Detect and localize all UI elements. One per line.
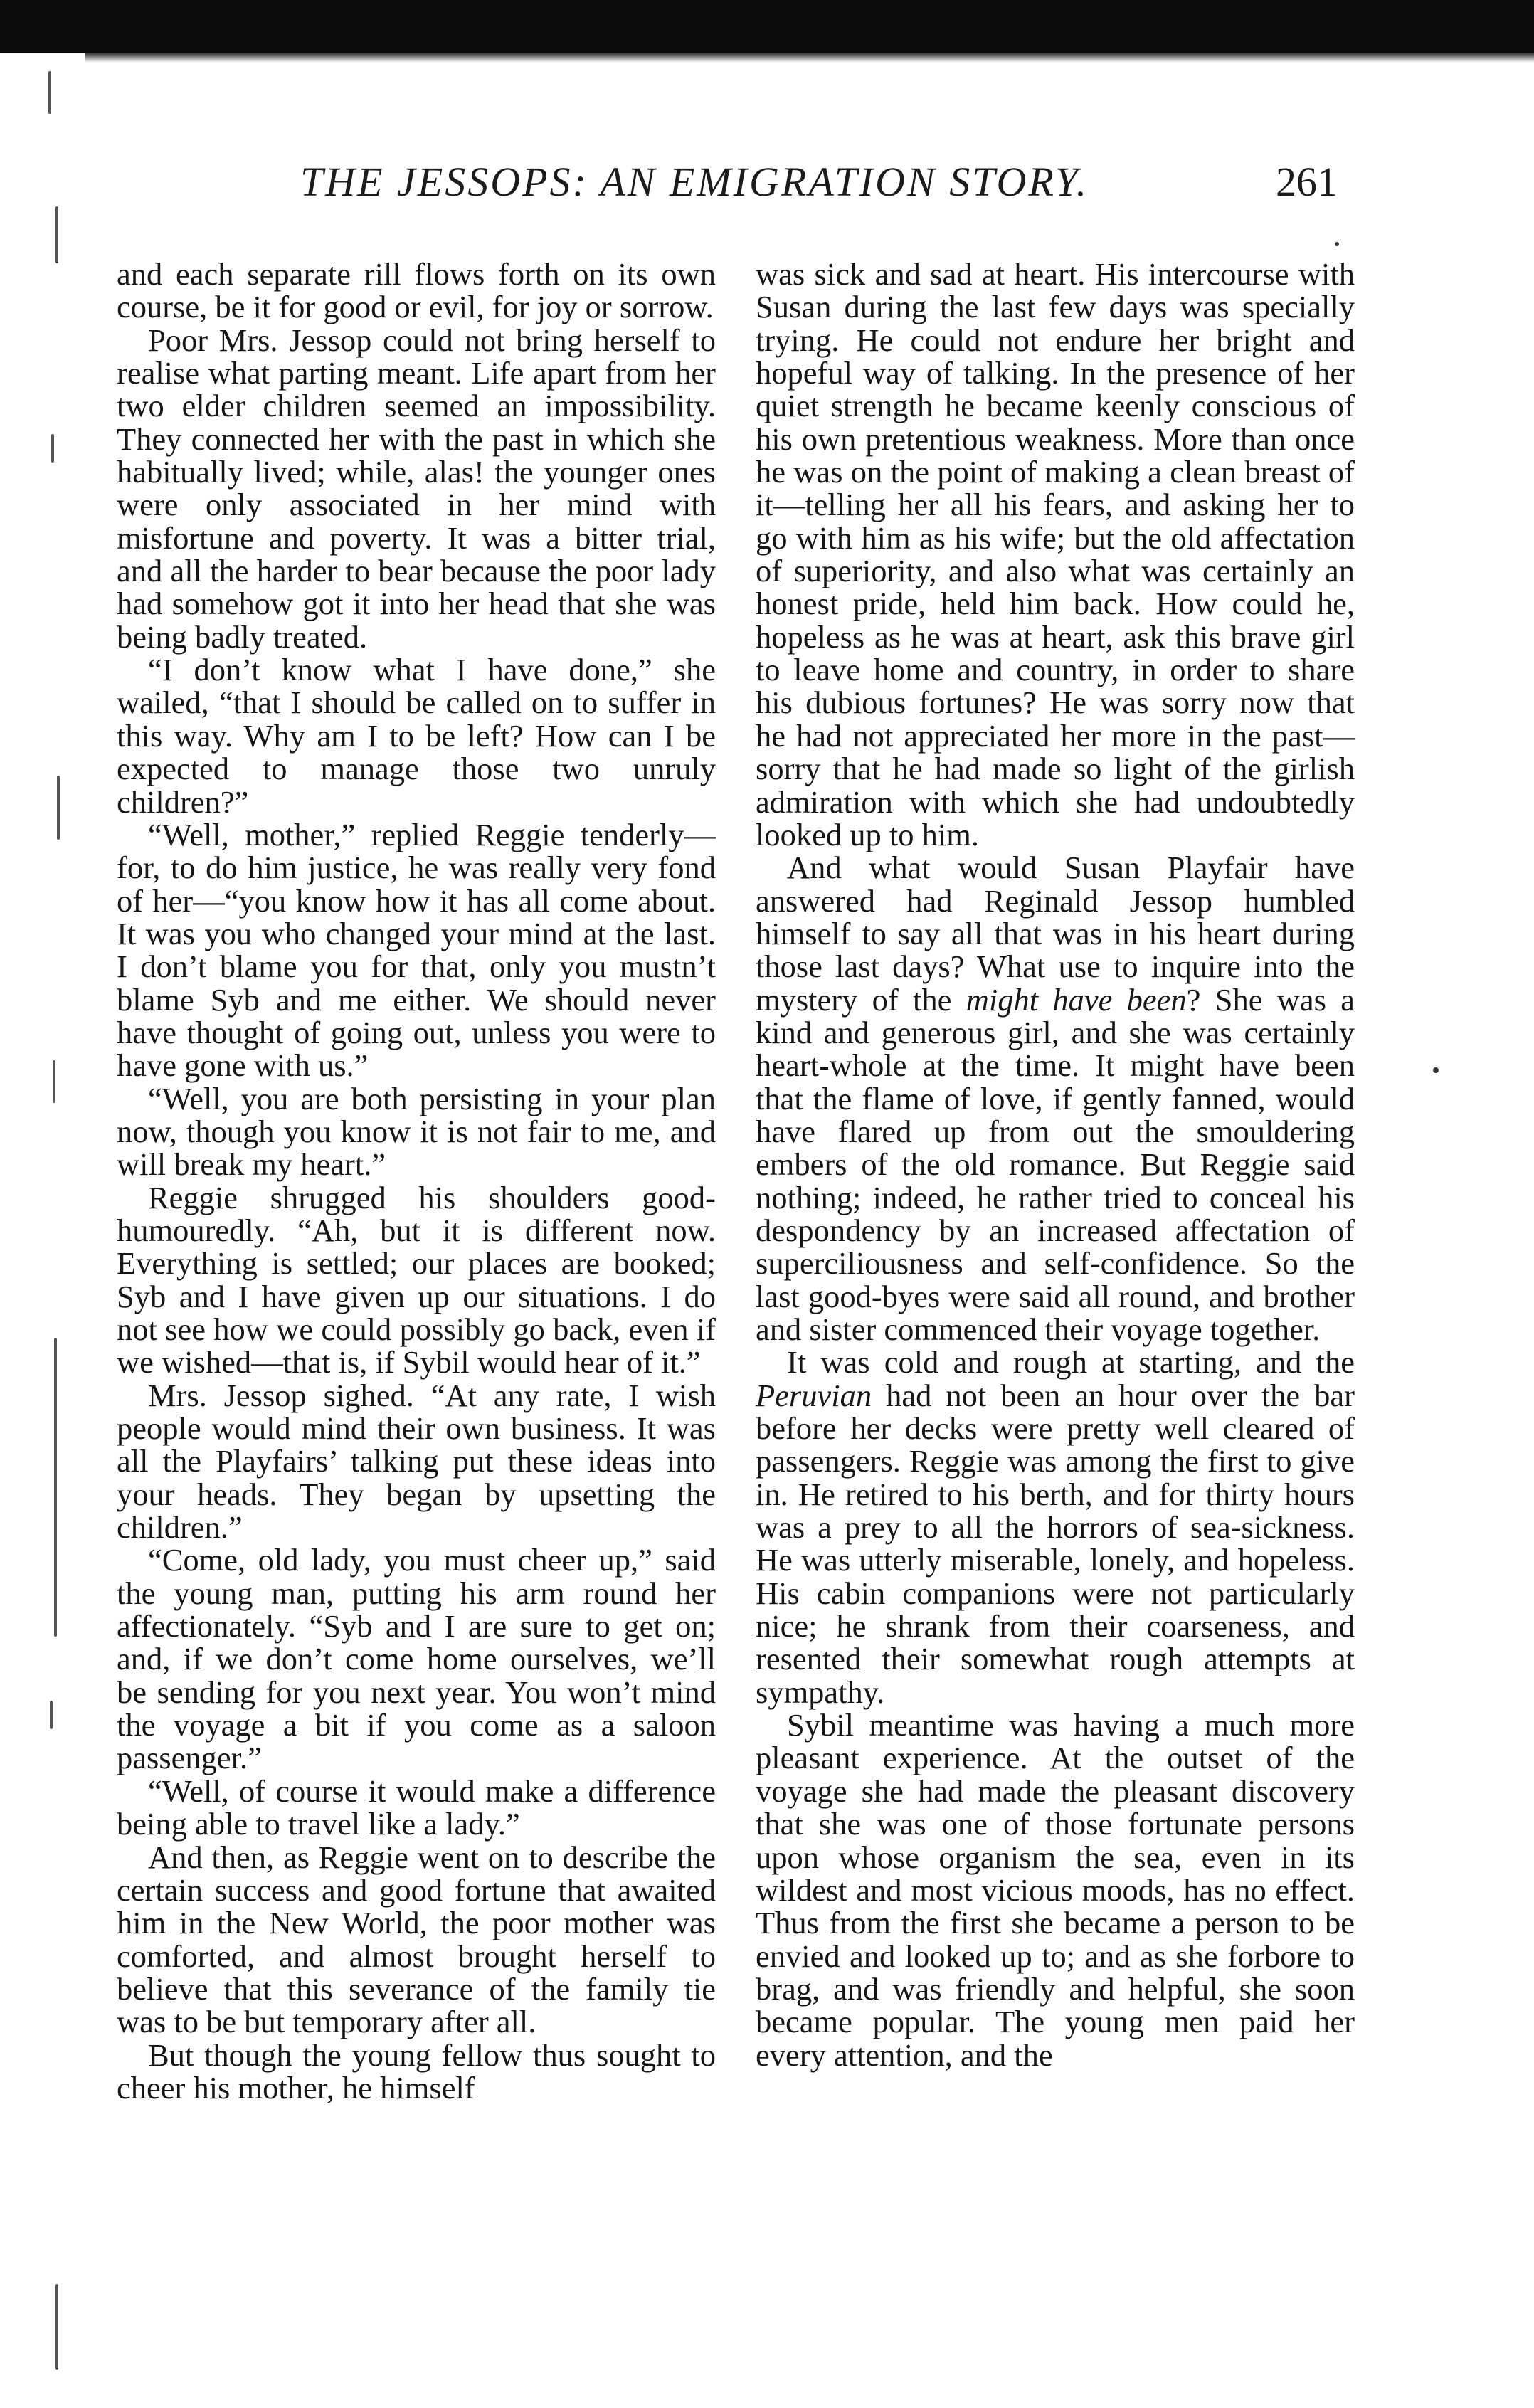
italic-text: Peruvian — [756, 1377, 872, 1413]
right-text-column — [756, 258, 1355, 2071]
text-run: And what would Susan Playfair have answered had Reginald Jessop humbled himself to say all that was in his heart during those last days? What use to inquire into the mystery of the — [756, 850, 1355, 1018]
text-run: It was cold and rough at starting, and the — [787, 1344, 1355, 1380]
paragraph: “Come, old lady, you must cheer up,” said the young man, putting his arm round her affectionately. “Syb and I are sure to get on; and, if we don’t come home ourselves, we’ll be sending for you next year. You won’t mind the voyage a bit if you come as a saloon passenger.” — [117, 1542, 716, 1776]
text-run: had not been an hour over the bar before her decks were pretty well cleared of passengers. Reggie was among the first to give in. He retired to his berth, and for thirty hours was a prey to all the horrors of sea-sickness. He was utterly miserable, lonely, and hopeless. His cabin companions were not particularly nice; he shrank from their coarseness, and resented their somewhat rough attempts at sympathy. — [756, 1377, 1355, 1710]
paragraph — [756, 1709, 1355, 2071]
paragraph — [756, 1346, 1355, 1709]
stray-mark — [1433, 1067, 1439, 1073]
text-run: ? She was a kind and generous girl, and she was certainly heart-whole at the time. It might have been that the flame of love, if gently fanned, would have flared up from out the smouldering embers of the old romance. But Reggie said nothing; indeed, he rather tried to conceal his despondency by an increased affectation of superciliousness and self-confidence. So the last good-byes were said all round, and brother and sister commenced their voyage together. — [756, 981, 1355, 1347]
left-text-column — [117, 258, 716, 2104]
paragraph — [756, 258, 1355, 851]
page-top-shadow-bar — [0, 0, 1534, 53]
binding-marks — [43, 64, 71, 2341]
paragraph: Reggie shrugged his shoulders good-humouredly. “Ah, but it is different now. Everything is settled; our places are booked; Syb and I have given up our situations. I do not see how we could possibly go back, even if we wished—that is, if Sybil would hear of it.” — [117, 1179, 716, 1380]
paragraph: “Well, of course it would make a difference being able to travel like a lady.” — [117, 1773, 716, 1842]
paragraph: “Well, you are both persisting in your plan now, though you know it is not fair to me, and will break my heart.” — [117, 1080, 716, 1183]
paragraph — [756, 851, 1355, 1346]
paragraph: “Well, mother,” replied Reggie tenderly—for, to do him justice, he was really very fond of her—“you know how it has all come about. It was you who changed your mind at the last. I don’t blame you for that, only you mustn’t blame Syb and me either. We should never have thought of going out, unless you were to have gone with us.” — [117, 816, 716, 1084]
paragraph: Poor Mrs. Jessop could not bring herself to realise what parting meant. Life apart from her two elder children seemed an impossibility. They connected her with the past in which she habitually lived; while, alas! the younger ones were only associated in her mind with misfortune and poverty. It was a bitter trial, and all the harder to bear because the poor lady had somehow got it into her head that she was being badly treated. — [117, 322, 716, 655]
page-header — [114, 158, 1338, 222]
page-top-edge — [85, 53, 1534, 63]
paragraph: And then, as Reggie went on to describe the certain success and good fortune that awaited him in the New World, the poor mother was comforted, and almost brought herself to believe that this severance of the family tie was to be but temporary after all. — [117, 1839, 716, 2040]
paragraph: Mrs. Jessop sighed. “At any rate, I wish people would mind their own business. It was all the Playfairs’ talking put these ideas into your heads. They began by upsetting the children.” — [117, 1377, 716, 1546]
text-run: Sybil meantime was having a much more pleasant experience. At the outset of the voyage she had made the pleasant discovery that she was one of those fortunate persons upon whose organism the sea, even in its wildest and most vicious moods, has no effect. Thus from the first she became a person to be envied and looked up to; and as she forbore to brag, and was friendly and helpful, she soon became popular. The young men paid her every attention, and the — [756, 1707, 1355, 2073]
running-title: THE JESSOPS: AN EMIGRATION STORY. — [300, 159, 1089, 205]
paragraph: and each separate rill flows forth on its own course, be it for good or evil, for joy or sorrow. — [117, 256, 716, 325]
italic-text: might have been — [966, 981, 1187, 1018]
paragraph: “I don’t know what I have done,” she wailed, “that I should be called on to suffer in this way. Why am I to be left? How can I be expected to manage those two unruly children?” — [117, 652, 716, 820]
stray-mark — [1335, 242, 1339, 246]
page-number: 261 — [1276, 159, 1338, 205]
paragraph: But though the young fellow thus sought to cheer his mother, he himself — [117, 2037, 716, 2106]
text-run: was sick and sad at heart. His intercourse with Susan during the last few days was specially trying. He could not endure her bright and hopeful way of talking. In the presence of her quiet strength he became keenly conscious of his own pretentious weakness. More than once he was on the point of making a clean breast of it—telling her all his fears, and asking her to go with him as his wife; but the old affectation of superiority, and also what was certainly an honest pride, held him back. How could he, hopeless as he was at heart, ask this brave girl to leave home and country, in order to share his dubious fortunes? He was sorry now that he had not appreciated her more in the past—sorry that he had made so light of the girlish admiration with which she had undoubtedly looked up to him. — [756, 256, 1355, 852]
